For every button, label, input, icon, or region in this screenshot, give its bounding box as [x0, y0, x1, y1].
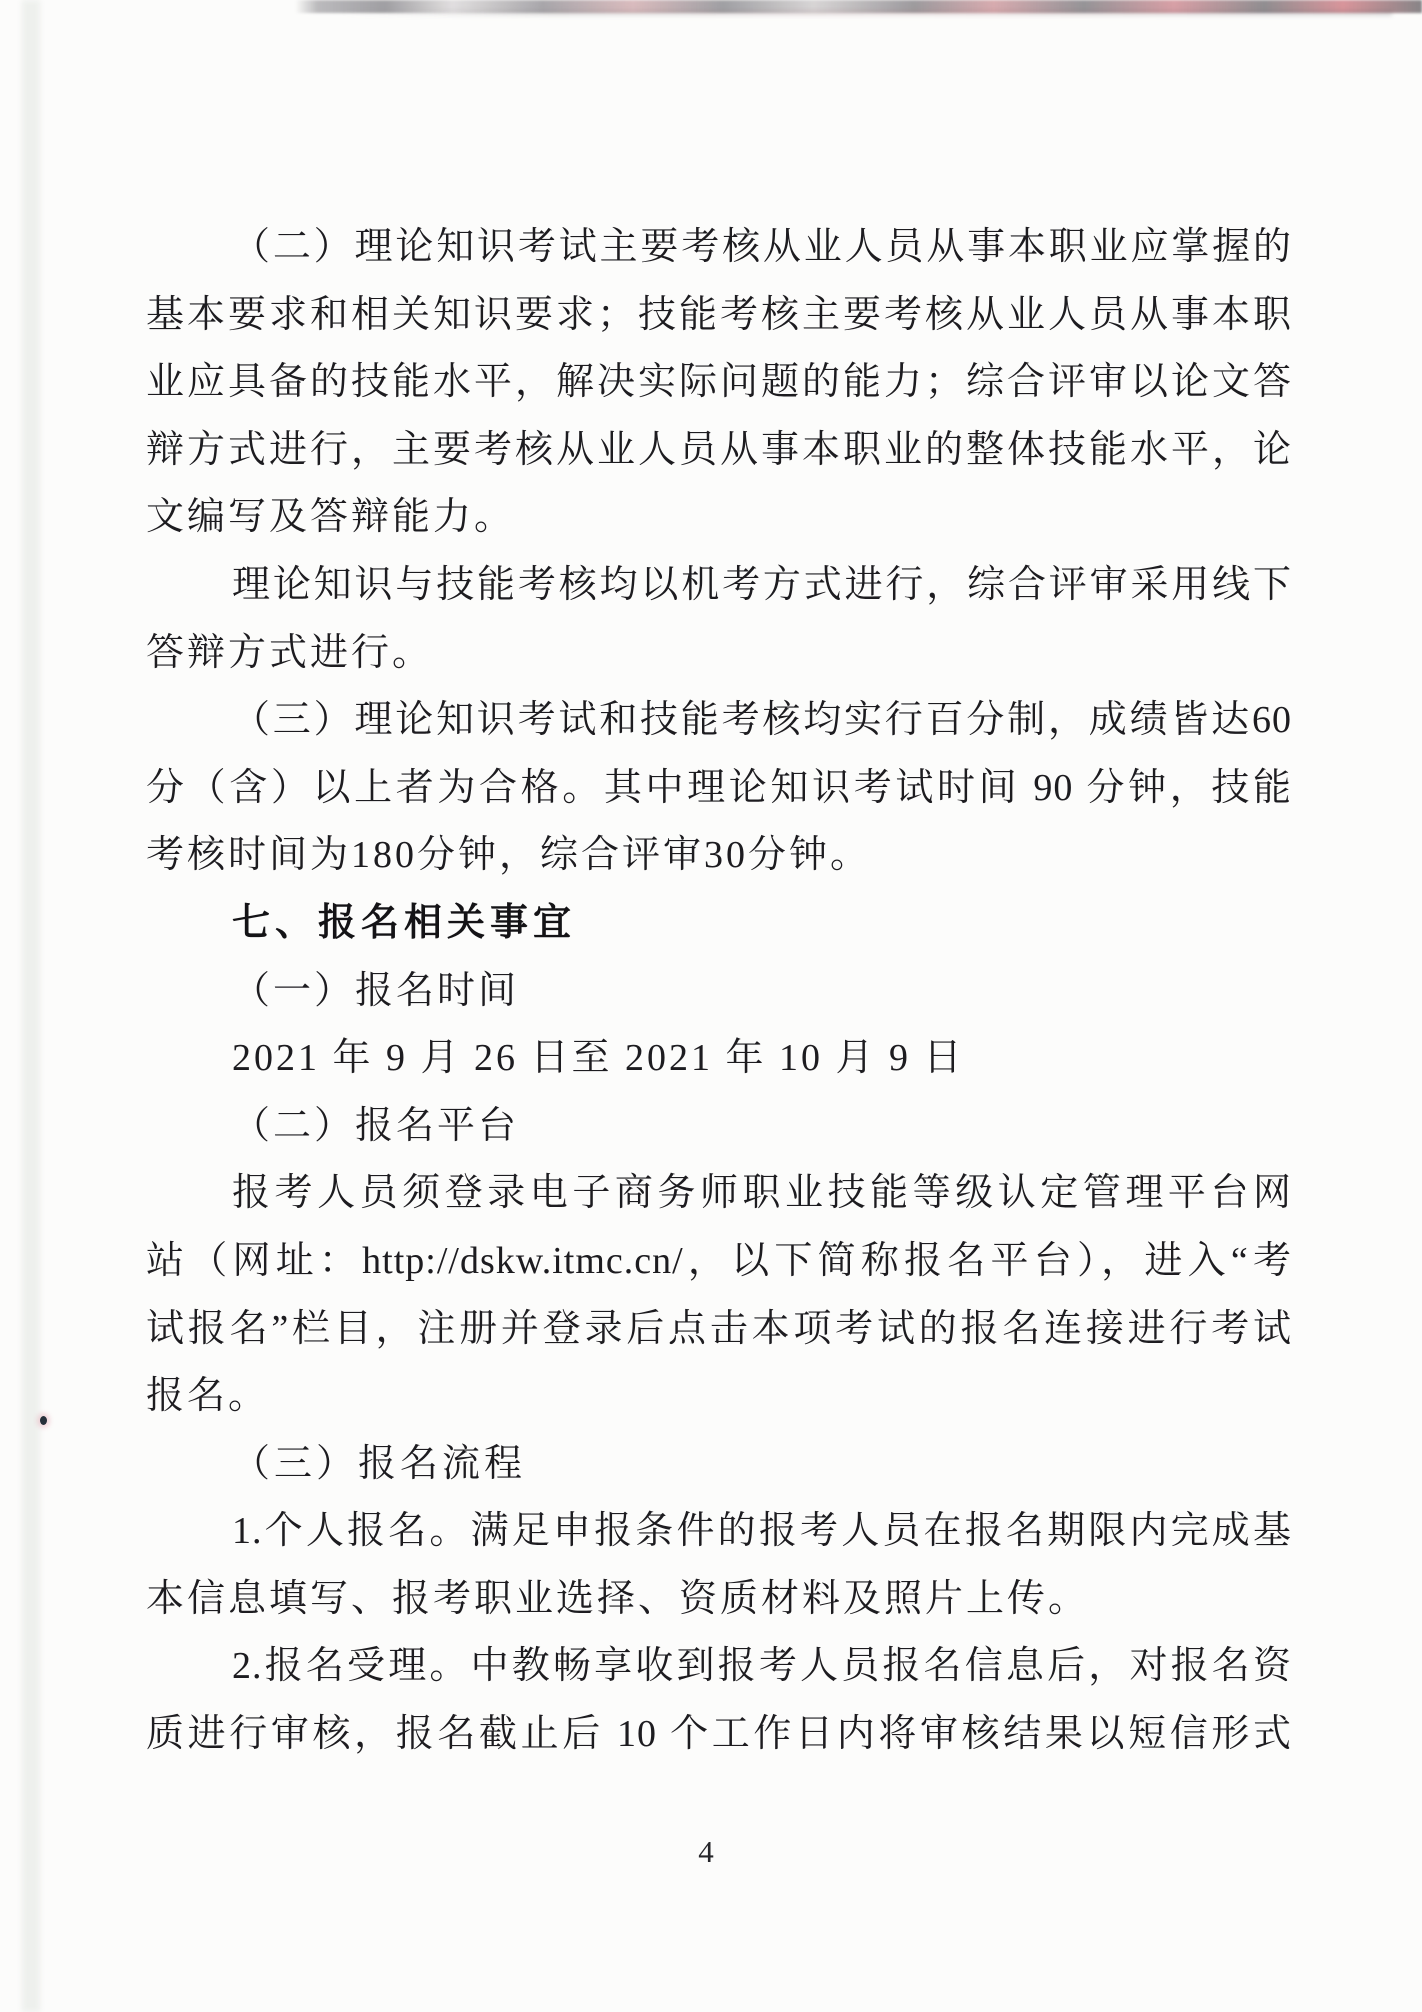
text-line: （二）报名平台: [232, 1104, 520, 1147]
text-line: 质进行审核，报名截止后 10 个工作日内将审核结果以短信形式: [146, 1713, 1292, 1756]
page-number: 4: [698, 1834, 714, 1869]
text-line: 业应具备的技能水平，解决实际问题的能力；综合评审以论文答: [146, 361, 1292, 404]
text-line: （一）报名时间: [232, 969, 520, 1012]
text-line: （二）理论知识考试主要考核从业人员从事本职业应掌握的: [232, 226, 1292, 268]
text-line: 基本要求和相关知识要求；技能考核主要考核从业人员从事本职: [146, 293, 1292, 336]
text-line: 本信息填写、报考职业选择、资质材料及照片上传。: [146, 1577, 1090, 1620]
text-line: （三）报名流程: [232, 1442, 527, 1485]
text-line: 2021 年 9 月 26 日至 2021 年 10 月 9 日: [232, 1037, 965, 1080]
text-line: 考核时间为180分钟，综合评审30分钟。: [146, 834, 872, 877]
text-line: 文编写及答辩能力。: [146, 496, 516, 539]
text-line: 站（网址：http://dskw.itmc.cn/，以下简称报名平台），进入“考: [146, 1239, 1292, 1282]
text-line: 2.报名受理。中教畅享收到报考人员报名信息后，对报名资: [232, 1645, 1292, 1688]
document-body: [146, 214, 1292, 1769]
text-line: 辩方式进行，主要考核从业人员从事本职业的整体技能水平，论: [146, 428, 1292, 471]
text-line: （三）理论知识考试和技能考核均实行百分制，成绩皆达60: [232, 699, 1292, 742]
scan-left-edge-artifact: [22, 0, 40, 2012]
ink-speck: [40, 1416, 47, 1425]
text-line: 试报名”栏目，注册并登录后点击本项考试的报名连接进行考试: [146, 1307, 1292, 1350]
text-line: 报考人员须登录电子商务师职业技能等级认定管理平台网: [232, 1172, 1292, 1215]
scan-top-edge-artifact-soft: [340, 10, 1392, 16]
text-line: 1.个人报名。满足申报条件的报考人员在报名期限内完成基: [232, 1510, 1292, 1553]
text-line: 理论知识与技能考核均以机考方式进行，综合评审采用线下: [232, 563, 1292, 606]
text-line: 分（含）以上者为合格。其中理论知识考试时间 90 分钟，技能: [146, 766, 1292, 809]
text-line: 七、报名相关事宜: [232, 901, 577, 944]
text-line: 报名。: [146, 1375, 270, 1418]
text-line: 答辩方式进行。: [146, 631, 434, 674]
